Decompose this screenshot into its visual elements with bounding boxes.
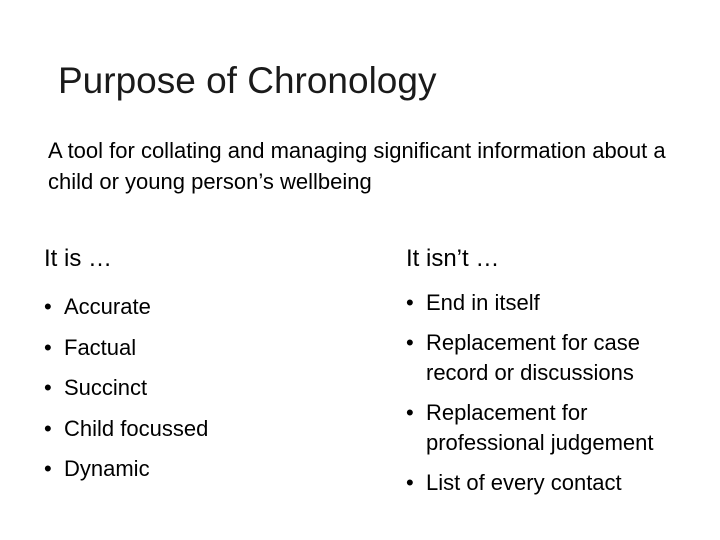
list-item-text: Factual [64,334,137,360]
list-item [406,468,706,498]
list-item [44,373,374,403]
list-item-text: Replacement for professional judgement [426,400,654,455]
bullet-icon: • [44,415,52,441]
it-isnt-list [406,288,706,498]
bullet-icon: • [44,334,52,360]
bullet-icon: • [406,330,414,355]
list-item [406,328,706,388]
list-item [44,292,374,322]
bullet-icon: • [406,400,414,425]
bullet-icon: • [44,294,52,319]
bullet-icon: • [406,290,414,315]
it-is-heading: It is … [44,245,113,272]
intro-text: A tool for collating and managing significant information about a child or young person’s wellbeing [48,138,666,194]
list-item [406,398,706,458]
list-item [44,414,374,444]
bullet-icon: • [406,470,414,495]
list-item-text: End in itself [426,290,540,315]
list-item-text: Child focussed [64,415,209,441]
it-is-list [44,292,374,484]
it-is-column [44,244,374,495]
list-item [44,454,374,484]
it-isnt-heading: It isn’t … [406,245,500,272]
list-item-text: List of every contact [426,470,622,495]
list-item-text: Dynamic [64,456,150,481]
list-item-text: Succinct [64,375,148,400]
bullet-icon: • [44,375,52,400]
it-isnt-column [406,244,706,508]
list-item [44,333,374,363]
list-item-text: Accurate [64,294,151,319]
bullet-icon: • [44,456,52,481]
list-item [406,288,706,318]
slide-title: Purpose of Chronology [58,60,437,101]
list-item-text: Replacement for case record or discussions [426,330,640,385]
